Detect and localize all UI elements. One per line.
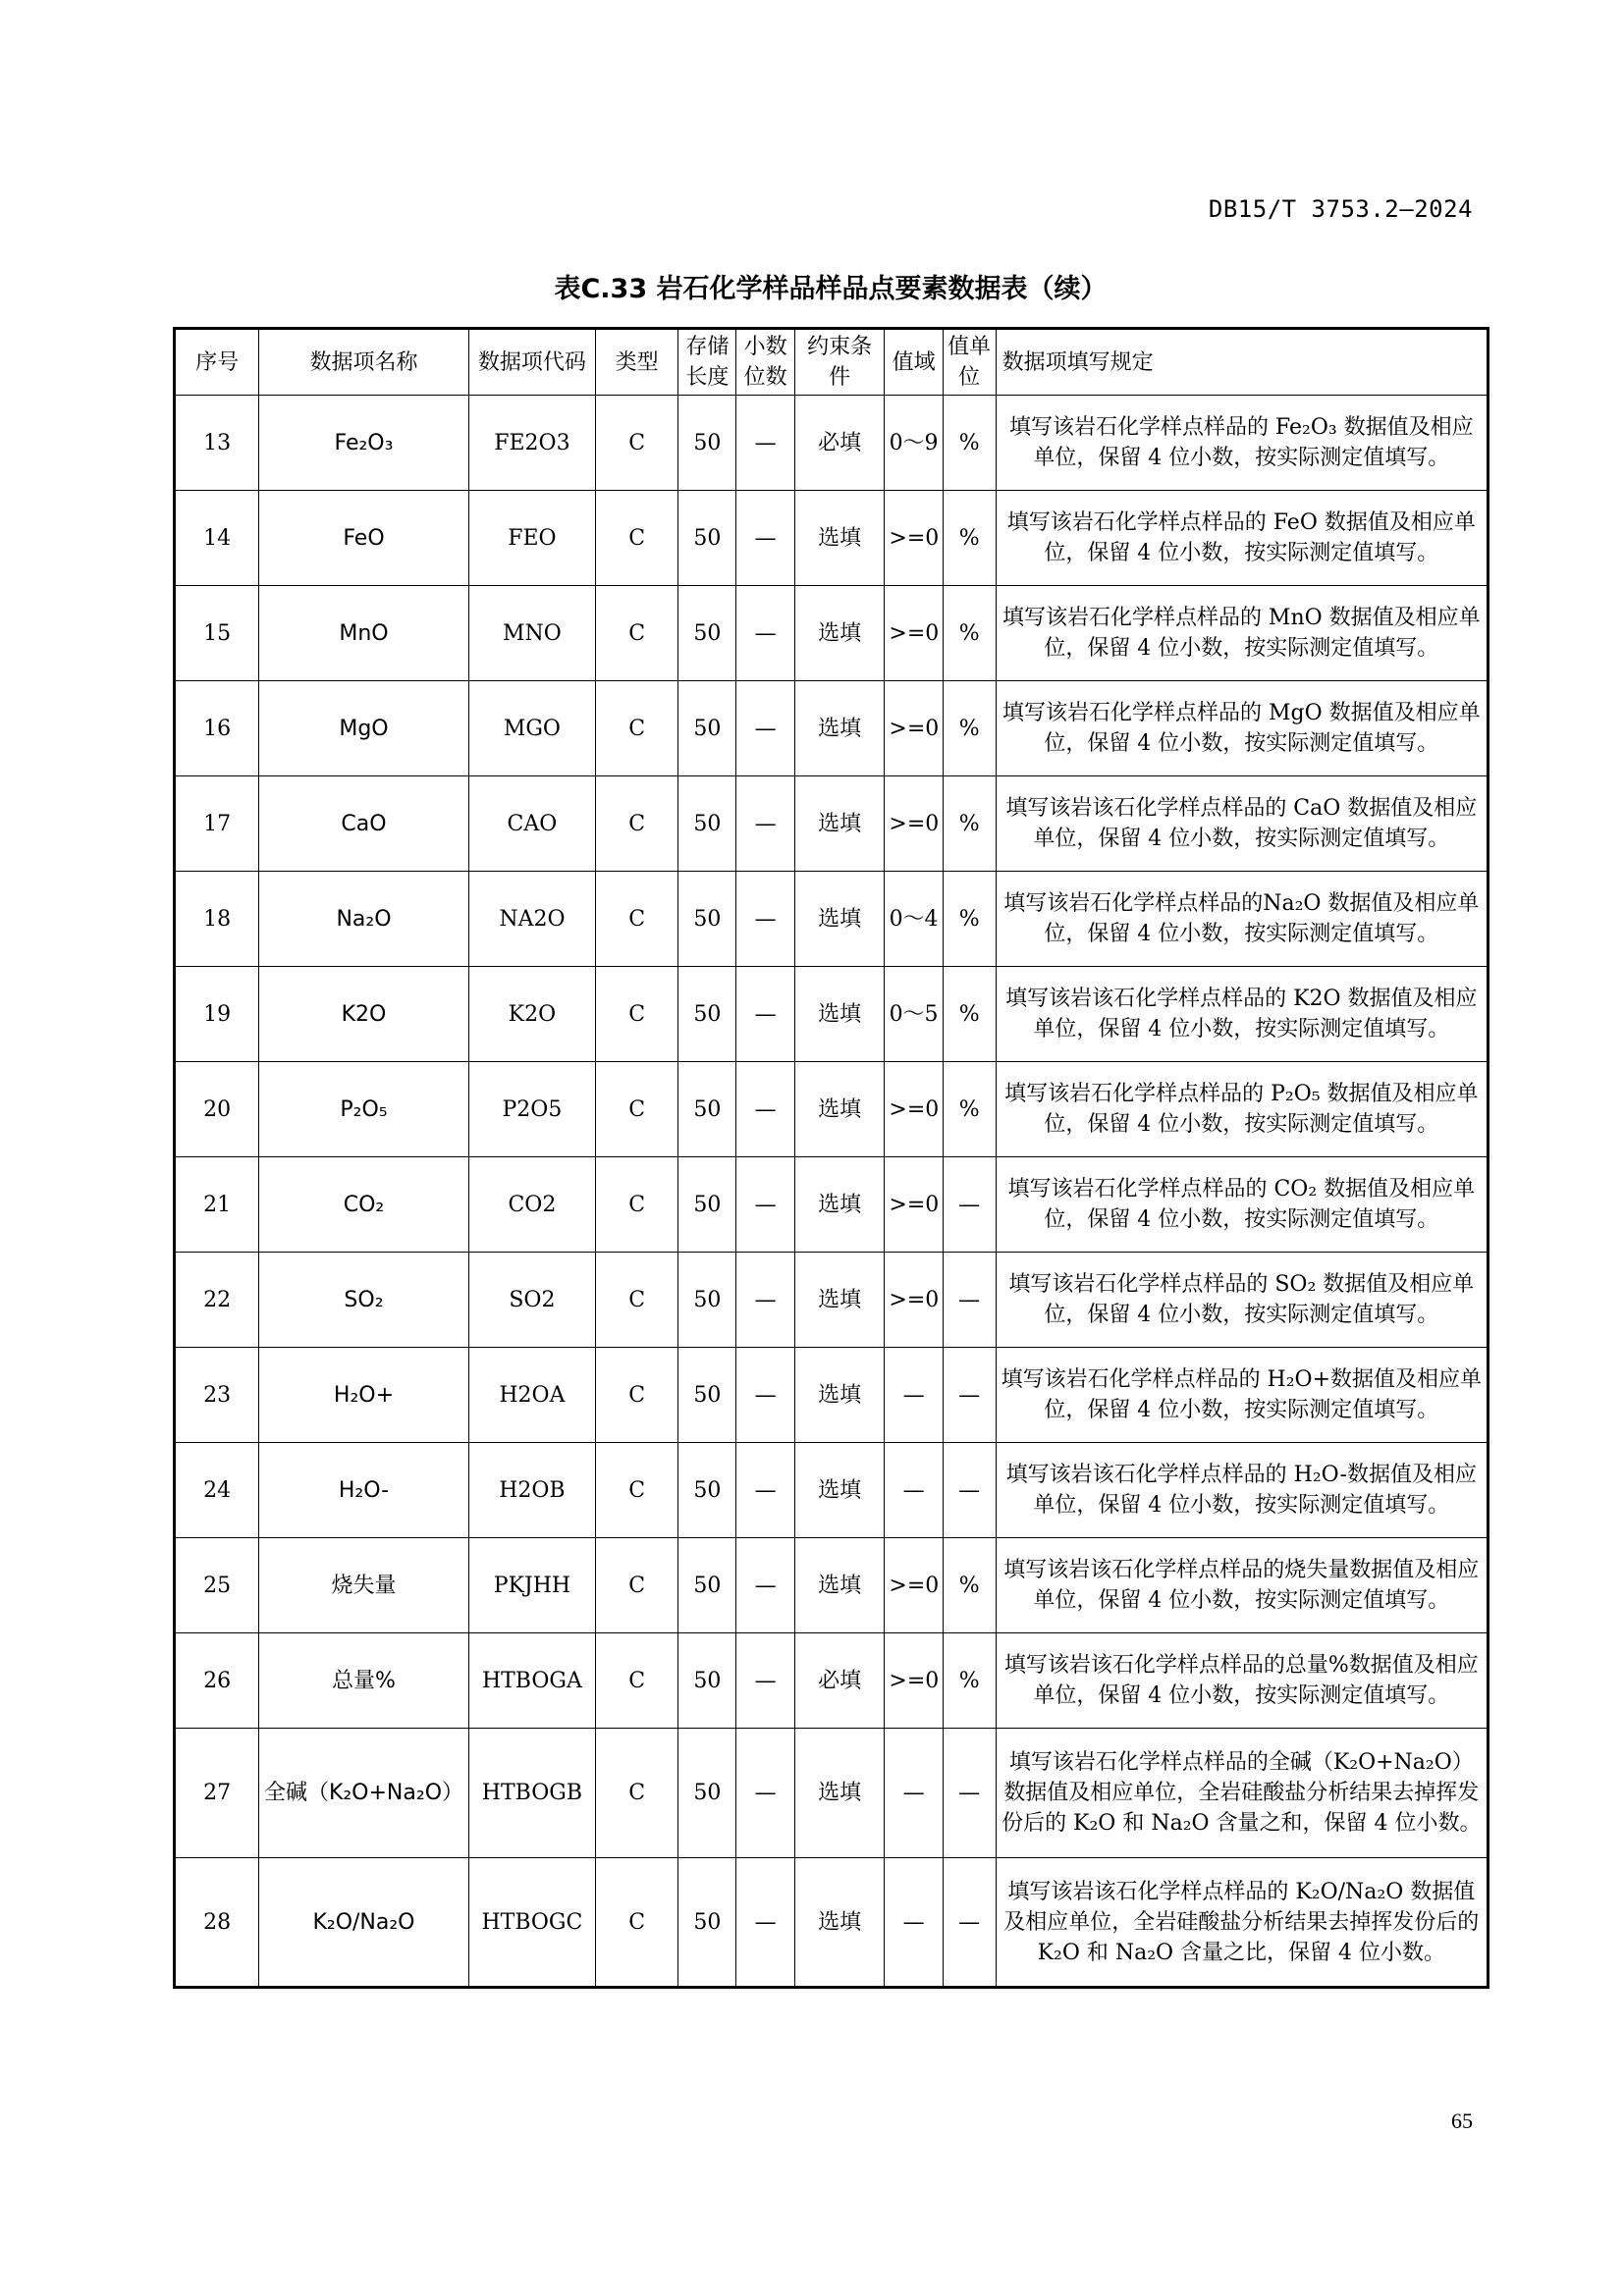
cell-unit: — <box>943 1729 996 1858</box>
cell-constraint: 选填 <box>794 776 885 872</box>
cell-length: 50 <box>678 1858 736 1988</box>
element-data-table <box>173 327 1489 1989</box>
cell-type: C <box>596 1858 678 1988</box>
cell-code: PKJHH <box>468 1538 595 1633</box>
col-header: 数据项代码 <box>468 329 595 396</box>
cell-name: CaO <box>259 776 468 872</box>
cell-constraint: 选填 <box>794 1729 885 1858</box>
cell-name: FeO <box>259 491 468 586</box>
table-row <box>175 967 1489 1062</box>
cell-type: C <box>596 1253 678 1348</box>
cell-code: FEO <box>468 491 595 586</box>
cell-type: C <box>596 1538 678 1633</box>
cell-length: 50 <box>678 396 736 491</box>
cell-rule: 填写该岩该石化学样点样品的 CaO 数据值及相应单位，保留 4 位小数，按实际测定值填写。 <box>996 776 1488 872</box>
cell-code: MNO <box>468 586 595 681</box>
cell-constraint: 选填 <box>794 1348 885 1443</box>
col-header: 值单位 <box>943 329 996 396</box>
cell-decimals: — <box>736 491 794 586</box>
cell-unit: % <box>943 586 996 681</box>
table-title: 表C.33 岩石化学样品样品点要素数据表（续） <box>554 274 1108 304</box>
table-row <box>175 776 1489 872</box>
cell-rule: 填写该岩该石化学样点样品的 K₂O/Na₂O 数据值及相应单位，全岩硅酸盐分析结果去掉挥发份后的 K₂O 和 Na₂O 含量之比，保留 4 位小数。 <box>996 1858 1488 1988</box>
table-row <box>175 491 1489 586</box>
cell-constraint: 选填 <box>794 1858 885 1988</box>
cell-rule: 填写该岩石化学样点样品的 MgO 数据值及相应单位，保留 4 位小数，按实际测定值填写。 <box>996 681 1488 776</box>
table-row <box>175 396 1489 491</box>
cell-type: C <box>596 1443 678 1538</box>
cell-rule: 填写该岩石化学样点样品的 Fe₂O₃ 数据值及相应单位，保留 4 位小数，按实际测定值填写。 <box>996 396 1488 491</box>
cell-length: 50 <box>678 681 736 776</box>
cell-seq: 20 <box>175 1062 259 1157</box>
cell-range: >=0 <box>885 586 943 681</box>
cell-unit: — <box>943 1443 996 1538</box>
cell-code: HTBOGA <box>468 1633 595 1729</box>
cell-code: MGO <box>468 681 595 776</box>
cell-name: K2O <box>259 967 468 1062</box>
cell-decimals: — <box>736 1443 794 1538</box>
cell-code: NA2O <box>468 872 595 967</box>
cell-rule: 填写该岩石化学样点样品的 FeO 数据值及相应单位，保留 4 位小数，按实际测定值填写。 <box>996 491 1488 586</box>
col-header: 小数位数 <box>736 329 794 396</box>
table-header-row <box>175 329 1489 396</box>
table-row <box>175 1157 1489 1253</box>
cell-constraint: 必填 <box>794 1633 885 1729</box>
cell-seq: 28 <box>175 1858 259 1988</box>
cell-name: Fe₂O₃ <box>259 396 468 491</box>
table-row <box>175 681 1489 776</box>
cell-type: C <box>596 967 678 1062</box>
cell-length: 50 <box>678 1348 736 1443</box>
cell-name: H₂O- <box>259 1443 468 1538</box>
cell-seq: 27 <box>175 1729 259 1858</box>
cell-constraint: 选填 <box>794 1253 885 1348</box>
cell-seq: 24 <box>175 1443 259 1538</box>
cell-unit: % <box>943 1633 996 1729</box>
cell-type: C <box>596 491 678 586</box>
cell-range: — <box>885 1348 943 1443</box>
cell-length: 50 <box>678 1253 736 1348</box>
table-row <box>175 872 1489 967</box>
cell-name: K₂O/Na₂O <box>259 1858 468 1988</box>
cell-constraint: 选填 <box>794 1062 885 1157</box>
cell-rule: 填写该岩石化学样点样品的 CO₂ 数据值及相应单位，保留 4 位小数，按实际测定值填写。 <box>996 1157 1488 1253</box>
cell-constraint: 必填 <box>794 396 885 491</box>
cell-range: >=0 <box>885 1157 943 1253</box>
cell-name: Na₂O <box>259 872 468 967</box>
cell-constraint: 选填 <box>794 586 885 681</box>
col-header: 数据项填写规定 <box>996 329 1488 396</box>
cell-length: 50 <box>678 491 736 586</box>
cell-rule: 填写该岩石化学样点样品的 H₂O+数据值及相应单位，保留 4 位小数，按实际测定值填写。 <box>996 1348 1488 1443</box>
cell-seq: 16 <box>175 681 259 776</box>
cell-type: C <box>596 586 678 681</box>
col-header: 值域 <box>885 329 943 396</box>
cell-range: >=0 <box>885 491 943 586</box>
cell-length: 50 <box>678 1157 736 1253</box>
cell-unit: % <box>943 872 996 967</box>
cell-decimals: — <box>736 1858 794 1988</box>
cell-unit: % <box>943 396 996 491</box>
cell-unit: % <box>943 491 996 586</box>
cell-name: 总量% <box>259 1633 468 1729</box>
col-header: 约束条件 <box>794 329 885 396</box>
cell-code: CAO <box>468 776 595 872</box>
cell-name: SO₂ <box>259 1253 468 1348</box>
cell-decimals: — <box>736 1062 794 1157</box>
cell-name: CO₂ <box>259 1157 468 1253</box>
cell-length: 50 <box>678 1633 736 1729</box>
cell-constraint: 选填 <box>794 967 885 1062</box>
cell-range: >=0 <box>885 1253 943 1348</box>
cell-code: H2OB <box>468 1443 595 1538</box>
cell-constraint: 选填 <box>794 872 885 967</box>
cell-rule: 填写该岩石化学样点样品的 MnO 数据值及相应单位，保留 4 位小数，按实际测定值填写。 <box>996 586 1488 681</box>
document-id: DB15/T 3753.2—2024 <box>1208 195 1473 223</box>
table-row <box>175 1858 1489 1988</box>
table-row <box>175 1348 1489 1443</box>
cell-type: C <box>596 1729 678 1858</box>
cell-seq: 25 <box>175 1538 259 1633</box>
cell-unit: % <box>943 776 996 872</box>
cell-length: 50 <box>678 1443 736 1538</box>
cell-code: HTBOGB <box>468 1729 595 1858</box>
cell-unit: — <box>943 1348 996 1443</box>
cell-seq: 19 <box>175 967 259 1062</box>
cell-code: P2O5 <box>468 1062 595 1157</box>
cell-range: >=0 <box>885 776 943 872</box>
cell-range: >=0 <box>885 1538 943 1633</box>
cell-unit: — <box>943 1858 996 1988</box>
cell-decimals: — <box>736 681 794 776</box>
cell-rule: 填写该岩该石化学样点样品的 K2O 数据值及相应单位，保留 4 位小数，按实际测定值填写。 <box>996 967 1488 1062</box>
cell-range: — <box>885 1443 943 1538</box>
col-header: 类型 <box>596 329 678 396</box>
cell-type: C <box>596 1157 678 1253</box>
cell-decimals: — <box>736 1729 794 1858</box>
table-row <box>175 1729 1489 1858</box>
cell-constraint: 选填 <box>794 1443 885 1538</box>
cell-range: 0～9 <box>885 396 943 491</box>
cell-seq: 26 <box>175 1633 259 1729</box>
table-row <box>175 1538 1489 1633</box>
cell-decimals: — <box>736 586 794 681</box>
cell-constraint: 选填 <box>794 491 885 586</box>
cell-constraint: 选填 <box>794 1157 885 1253</box>
cell-rule: 填写该岩石化学样点样品的 SO₂ 数据值及相应单位，保留 4 位小数，按实际测定值填写。 <box>996 1253 1488 1348</box>
col-header: 序号 <box>175 329 259 396</box>
cell-type: C <box>596 872 678 967</box>
cell-constraint: 选填 <box>794 1538 885 1633</box>
cell-length: 50 <box>678 872 736 967</box>
cell-length: 50 <box>678 1729 736 1858</box>
cell-length: 50 <box>678 776 736 872</box>
cell-decimals: — <box>736 1157 794 1253</box>
cell-code: FE2O3 <box>468 396 595 491</box>
cell-seq: 23 <box>175 1348 259 1443</box>
table-row <box>175 1443 1489 1538</box>
cell-name: P₂O₅ <box>259 1062 468 1157</box>
cell-constraint: 选填 <box>794 681 885 776</box>
cell-length: 50 <box>678 967 736 1062</box>
cell-rule: 填写该岩该石化学样点样品的烧失量数据值及相应单位，保留 4 位小数，按实际测定值填写。 <box>996 1538 1488 1633</box>
cell-decimals: — <box>736 776 794 872</box>
cell-unit: % <box>943 681 996 776</box>
cell-rule: 填写该岩该石化学样点样品的 H₂O-数据值及相应单位，保留 4 位小数，按实际测定值填写。 <box>996 1443 1488 1538</box>
cell-seq: 15 <box>175 586 259 681</box>
cell-name: MgO <box>259 681 468 776</box>
cell-seq: 13 <box>175 396 259 491</box>
cell-code: HTBOGC <box>468 1858 595 1988</box>
cell-seq: 14 <box>175 491 259 586</box>
table-row <box>175 1633 1489 1729</box>
cell-range: >=0 <box>885 1062 943 1157</box>
cell-length: 50 <box>678 1538 736 1633</box>
cell-code: K2O <box>468 967 595 1062</box>
cell-decimals: — <box>736 1538 794 1633</box>
cell-length: 50 <box>678 1062 736 1157</box>
cell-seq: 17 <box>175 776 259 872</box>
cell-rule: 填写该岩该石化学样点样品的总量%数据值及相应单位，保留 4 位小数，按实际测定值填写。 <box>996 1633 1488 1729</box>
cell-type: C <box>596 681 678 776</box>
cell-decimals: — <box>736 967 794 1062</box>
cell-range: >=0 <box>885 681 943 776</box>
cell-type: C <box>596 1062 678 1157</box>
cell-decimals: — <box>736 396 794 491</box>
table-row <box>175 586 1489 681</box>
cell-range: — <box>885 1858 943 1988</box>
cell-unit: % <box>943 1538 996 1633</box>
cell-unit: % <box>943 967 996 1062</box>
cell-decimals: — <box>736 1633 794 1729</box>
col-header: 数据项名称 <box>259 329 468 396</box>
cell-type: C <box>596 396 678 491</box>
cell-unit: % <box>943 1062 996 1157</box>
cell-range: >=0 <box>885 1633 943 1729</box>
table-row <box>175 1062 1489 1157</box>
cell-decimals: — <box>736 1348 794 1443</box>
cell-name: H₂O+ <box>259 1348 468 1443</box>
cell-code: H2OA <box>468 1348 595 1443</box>
cell-range: — <box>885 1729 943 1858</box>
cell-type: C <box>596 776 678 872</box>
cell-code: CO2 <box>468 1157 595 1253</box>
cell-rule: 填写该岩石化学样点样品的全碱（K₂O+Na₂O）数据值及相应单位，全岩硅酸盐分析结果去掉挥发份后的 K₂O 和 Na₂O 含量之和，保留 4 位小数。 <box>996 1729 1488 1858</box>
cell-type: C <box>596 1633 678 1729</box>
cell-unit: — <box>943 1253 996 1348</box>
cell-range: 0～4 <box>885 872 943 967</box>
cell-rule: 填写该岩石化学样点样品的Na₂O 数据值及相应单位，保留 4 位小数，按实际测定值填写。 <box>996 872 1488 967</box>
page-number: 65 <box>1451 2109 1473 2133</box>
cell-name: 全碱（K₂O+Na₂O） <box>259 1729 468 1858</box>
cell-seq: 21 <box>175 1157 259 1253</box>
cell-length: 50 <box>678 586 736 681</box>
cell-name: MnO <box>259 586 468 681</box>
cell-code: SO2 <box>468 1253 595 1348</box>
col-header: 存储长度 <box>678 329 736 396</box>
cell-name: 烧失量 <box>259 1538 468 1633</box>
table-row <box>175 1253 1489 1348</box>
cell-decimals: — <box>736 1253 794 1348</box>
cell-decimals: — <box>736 872 794 967</box>
cell-unit: — <box>943 1157 996 1253</box>
cell-seq: 22 <box>175 1253 259 1348</box>
cell-rule: 填写该岩石化学样点样品的 P₂O₅ 数据值及相应单位，保留 4 位小数，按实际测定值填写。 <box>996 1062 1488 1157</box>
cell-range: 0～5 <box>885 967 943 1062</box>
cell-seq: 18 <box>175 872 259 967</box>
cell-type: C <box>596 1348 678 1443</box>
